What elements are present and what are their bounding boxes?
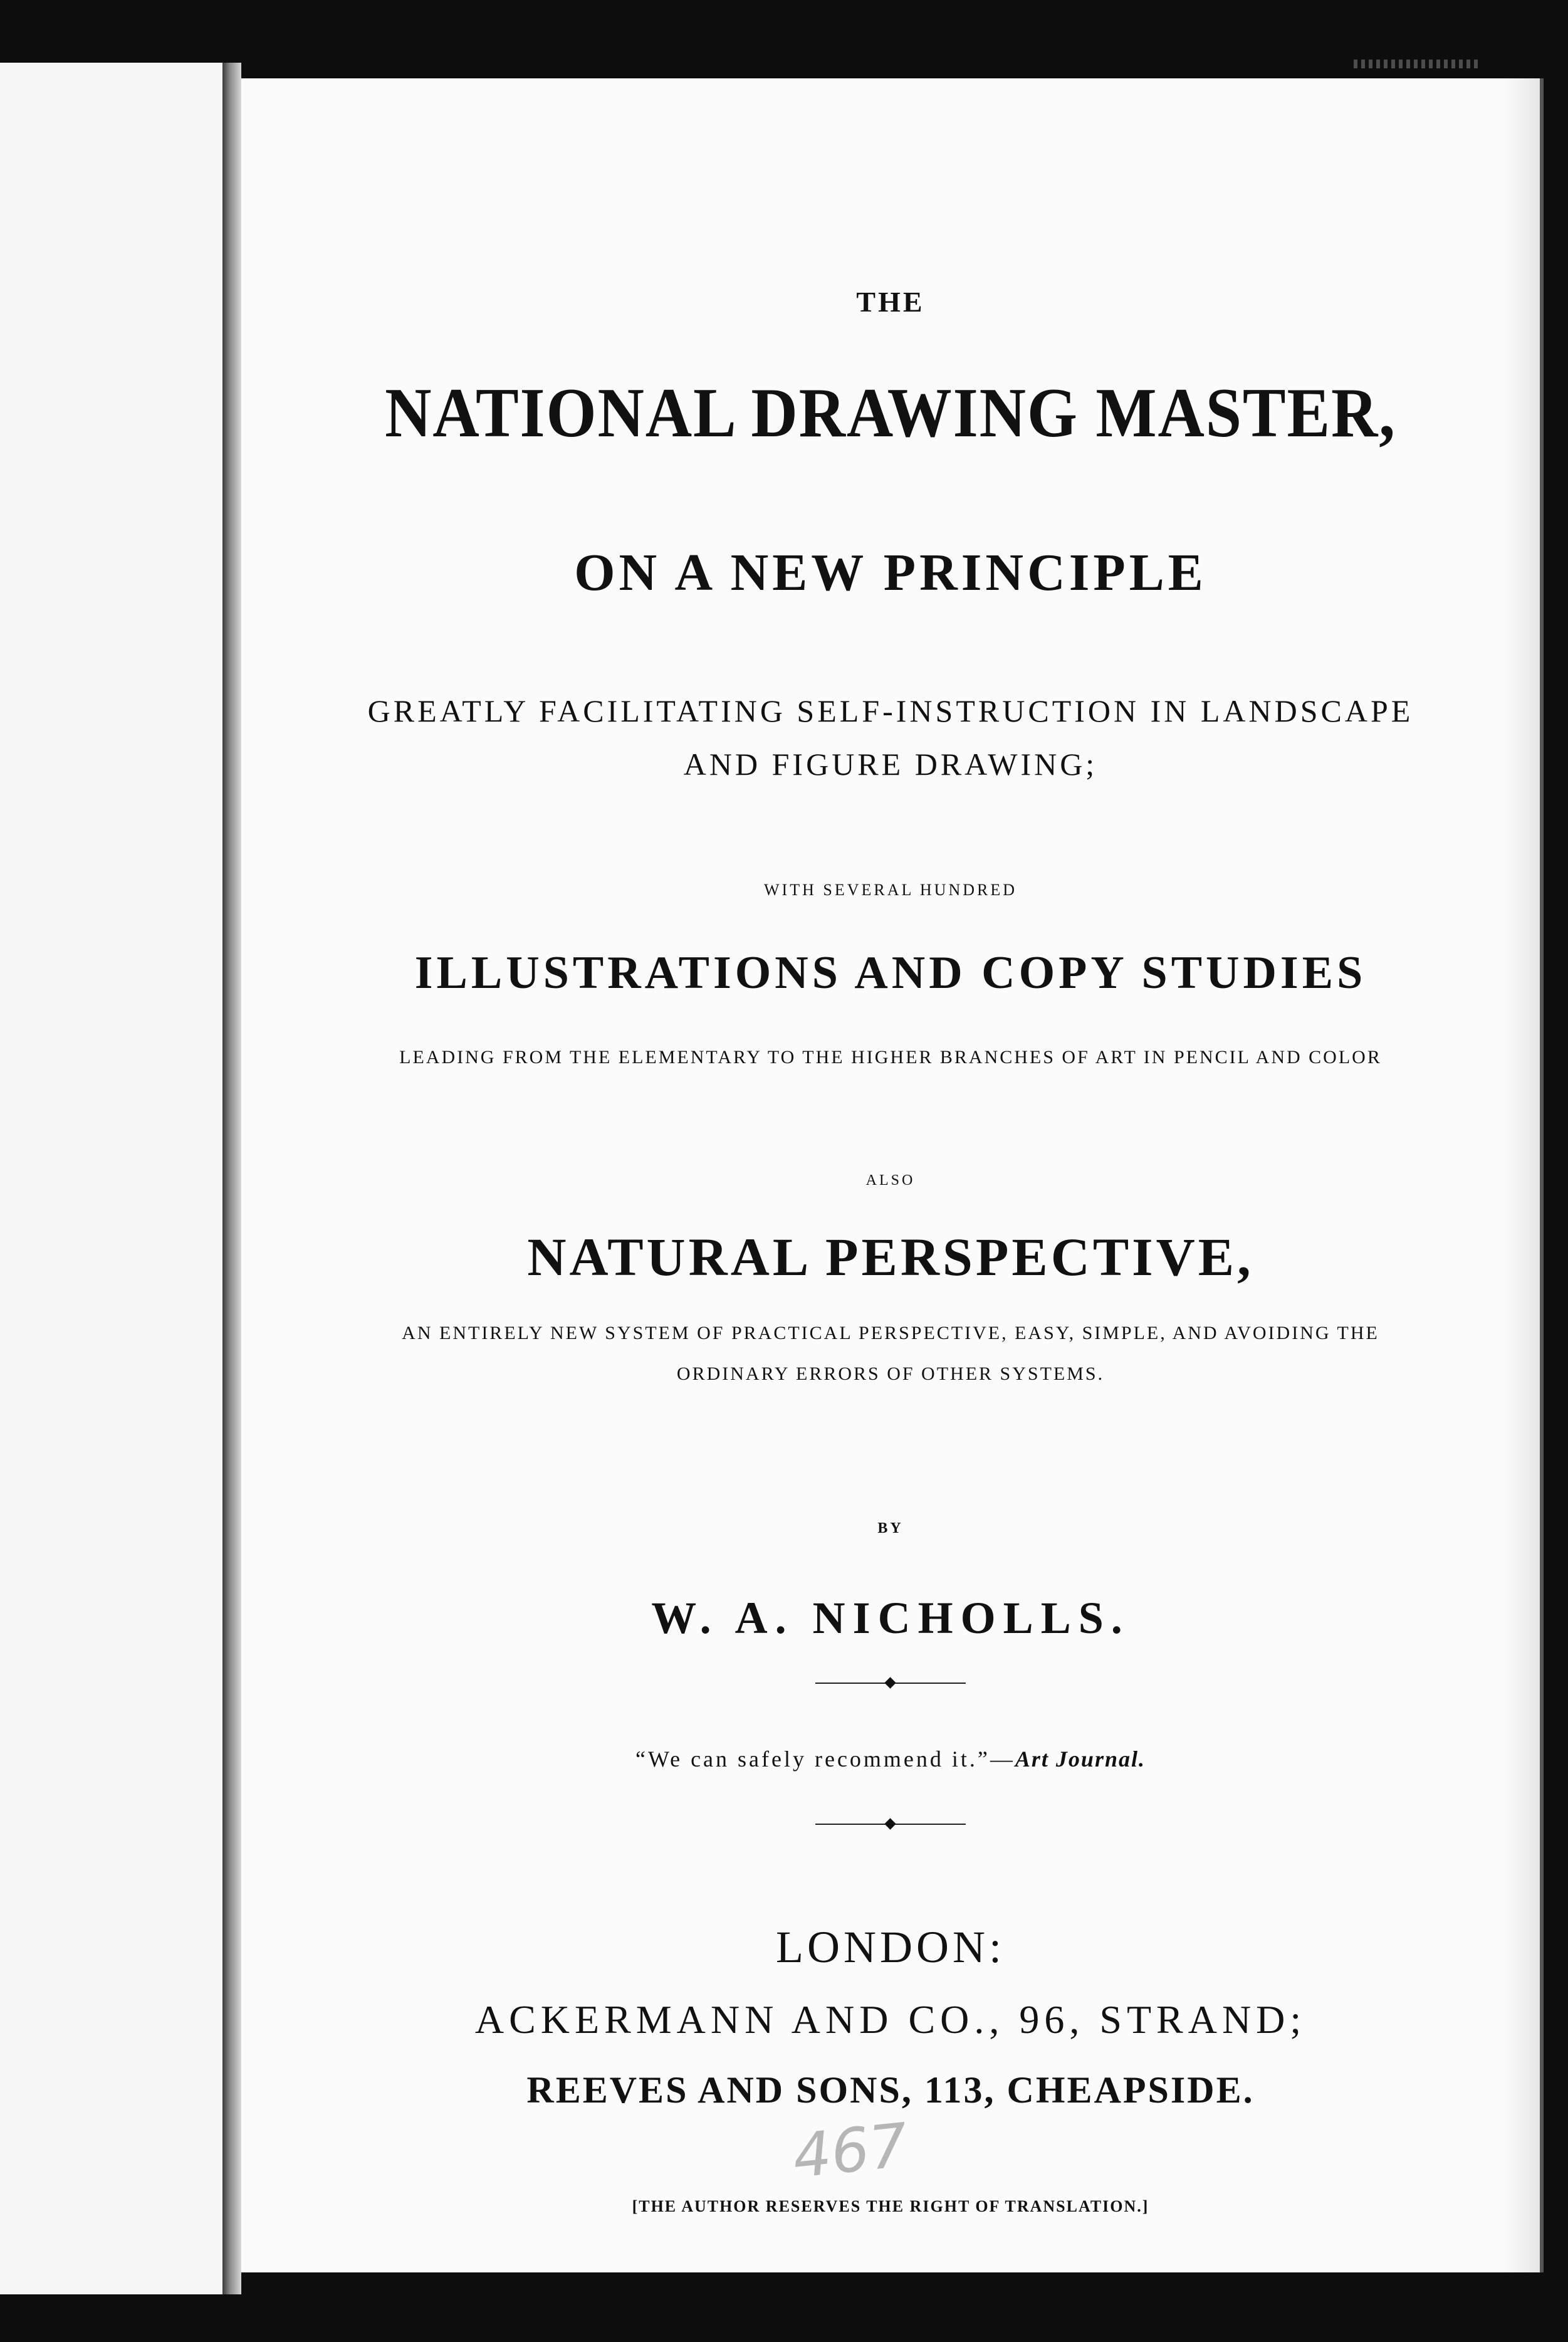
review-quote bbox=[241, 1746, 1540, 1772]
illustrations-heading: ILLUSTRATIONS AND COPY STUDIES bbox=[414, 947, 1367, 999]
imprint-city: LONDON: bbox=[776, 1922, 1005, 1972]
book-gutter bbox=[222, 63, 241, 2294]
perspective-heading: NATURAL PERSPECTIVE, bbox=[527, 1227, 1254, 1287]
title-page bbox=[241, 78, 1544, 2272]
diamond-ornament-icon bbox=[884, 1677, 896, 1688]
quote-source: Art Journal. bbox=[1015, 1746, 1146, 1772]
ornamental-rule bbox=[815, 1818, 966, 1830]
facing-page bbox=[0, 63, 234, 2294]
diamond-ornament-icon bbox=[884, 1818, 896, 1829]
author-name: W. A. NICHOLLS. bbox=[651, 1593, 1130, 1643]
with-label: WITH SEVERAL HUNDRED bbox=[764, 881, 1017, 899]
by-label: BY bbox=[877, 1520, 904, 1536]
publisher-line: REEVES AND SONS, 113, CHEAPSIDE. bbox=[526, 2069, 1255, 2111]
leading-description: LEADING FROM THE ELEMENTARY TO THE HIGHER BRANCHES OF ART IN PENCIL AND COLOR bbox=[399, 1047, 1382, 1068]
rights-notice: [THE AUTHOR RESERVES THE RIGHT OF TRANSLATION.] bbox=[632, 2197, 1149, 2215]
book-subtitle: ON A NEW PRINCIPLE bbox=[574, 543, 1207, 602]
description-line: GREATLY FACILITATING SELF-INSTRUCTION IN LANDSCAPE bbox=[367, 693, 1414, 728]
quote-text: “We can safely recommend it.”— bbox=[635, 1746, 1015, 1772]
publisher-line: ACKERMANN AND CO., 96, STRAND; bbox=[474, 1997, 1307, 2042]
system-description-line: ORDINARY ERRORS OF OTHER SYSTEMS. bbox=[676, 1363, 1105, 1384]
ornamental-rule bbox=[815, 1677, 966, 1689]
system-description-line: AN ENTIRELY NEW SYSTEM OF PRACTICAL PERSPECTIVE, EASY, SIMPLE, AND AVOIDING THE bbox=[402, 1323, 1379, 1343]
edge-marking bbox=[1354, 60, 1479, 68]
also-label: ALSO bbox=[865, 1172, 916, 1189]
description-line: AND FIGURE DRAWING; bbox=[683, 747, 1098, 782]
pencil-annotation: 467 bbox=[789, 2109, 911, 2192]
book-title: NATIONAL DRAWING MASTER, bbox=[385, 374, 1396, 452]
title-article: THE bbox=[856, 286, 925, 318]
